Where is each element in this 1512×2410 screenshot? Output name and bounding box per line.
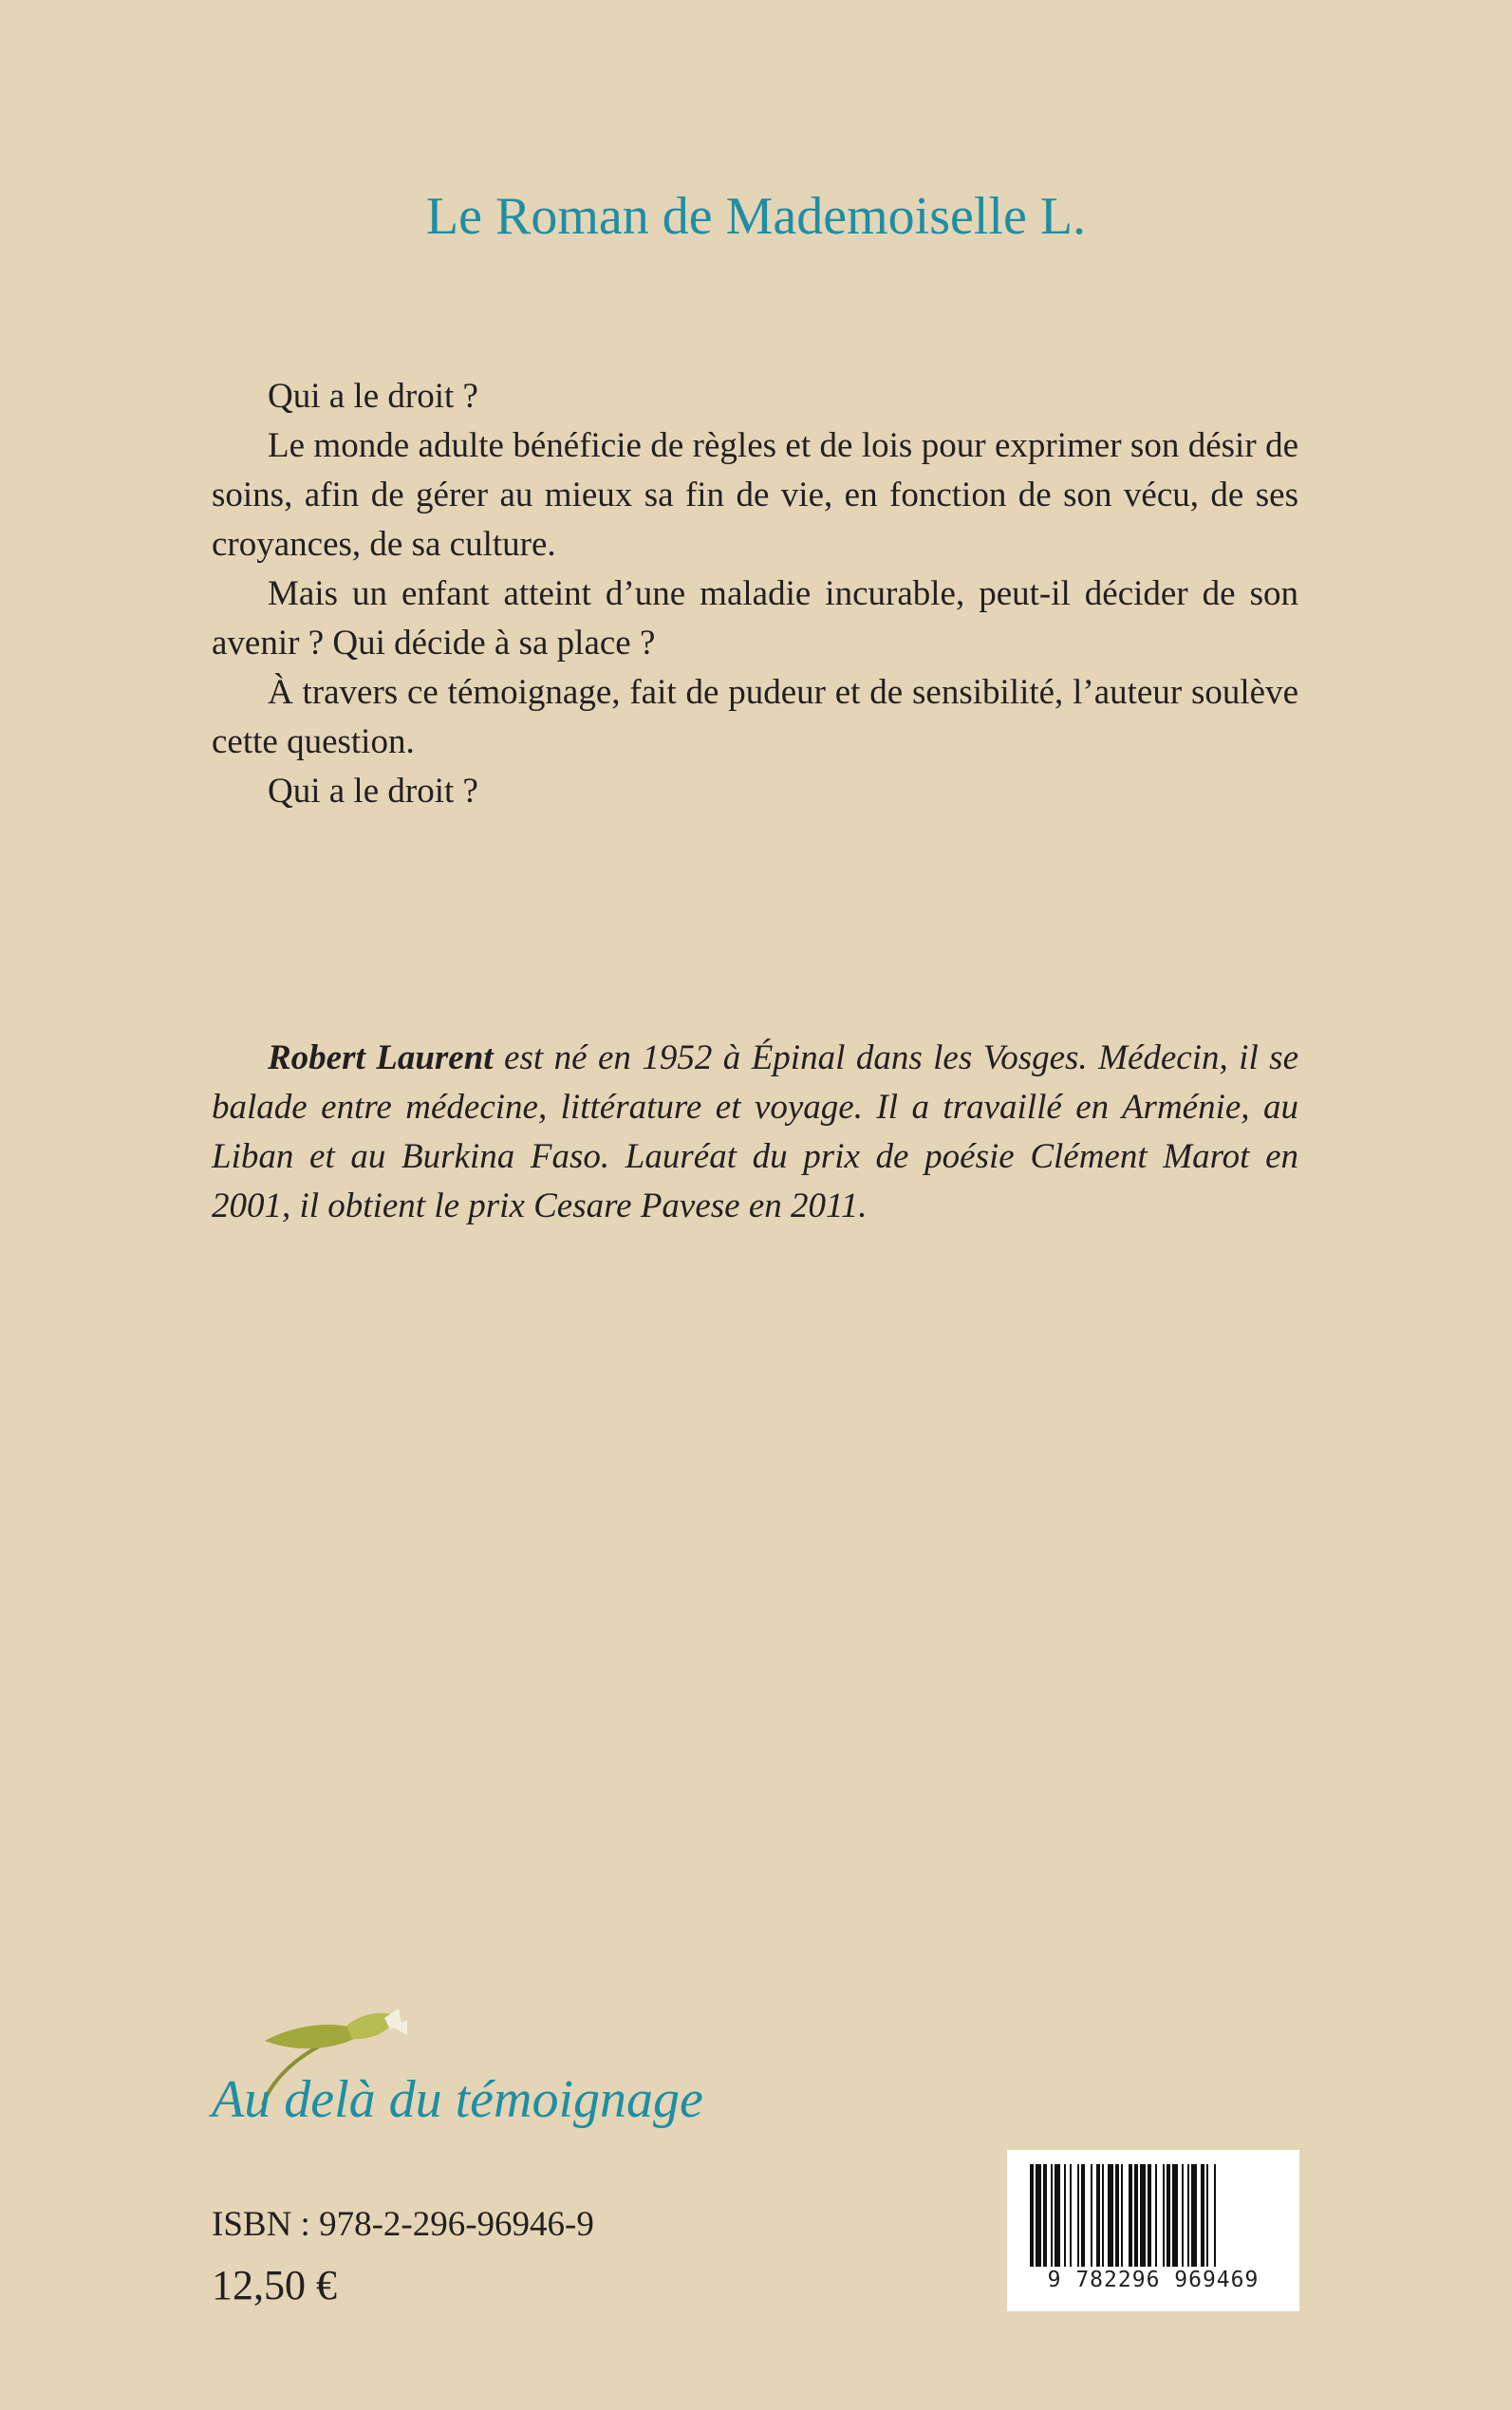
blurb-paragraph: Qui a le droit ?: [268, 377, 478, 416]
back-cover-blurb: [212, 372, 1298, 816]
price: 12,50 €: [212, 2262, 337, 2308]
blurb-paragraph: Mais un enfant atteint d’une maladie incurable, peut-il décider de son avenir ? Qui décide à sa place ?: [212, 574, 1298, 663]
barcode: [1007, 2150, 1299, 2311]
blurb-paragraph: À travers ce témoignage, fait de pudeur et de sensibilité, l’auteur soulève cette question.: [212, 673, 1298, 761]
blurb-paragraph: Qui a le droit ?: [268, 772, 478, 811]
barcode-bars: [1028, 2164, 1279, 2267]
author-bio: [212, 1034, 1298, 1231]
series-logo: [204, 2003, 717, 2145]
book-title: Le Roman de Mademoiselle L.: [425, 187, 1087, 246]
author-bio-text: est né en 1952 à Épinal dans les Vosges. Médecin, il se balade entre médecine, littérature et voyage. Il a travaillé en Arménie, au Liban et au Burkina Faso. Lauréat du prix de poésie Clément Marot en 2001, il obtient le prix Cesare Pavese en 2011.: [212, 1038, 1299, 1225]
author-bio-paragraph: [212, 1034, 1298, 1231]
blurb-paragraph: Le monde adulte bénéficie de règles et de lois pour exprimer son désir de soins, afin de gérer au mieux sa fin de vie, en fonction de son vécu, de ses croyances, de sa culture.: [212, 426, 1298, 564]
author-name: Robert Laurent: [268, 1038, 494, 1077]
isbn: ISBN : 978-2-296-96946-9: [212, 2205, 594, 2244]
barcode-digits: 9 782296 969469: [1047, 2268, 1260, 2292]
series-name: Au delà du témoignage: [212, 2070, 703, 2129]
